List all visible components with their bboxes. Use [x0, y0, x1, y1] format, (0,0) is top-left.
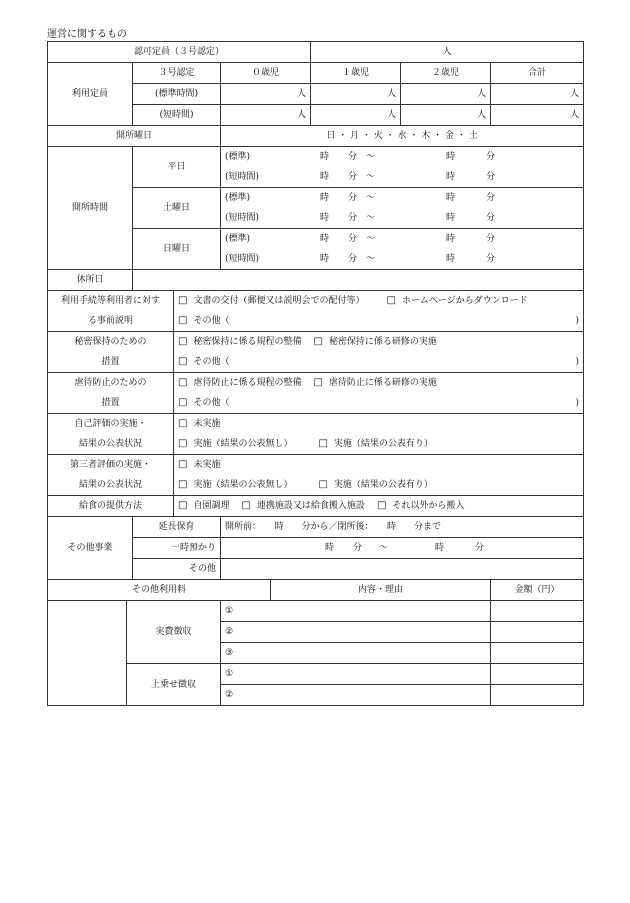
saturday-label: 土曜日 — [133, 188, 221, 229]
checkbox-icon[interactable]: □ — [376, 500, 387, 511]
other-service-input[interactable] — [221, 559, 584, 580]
third-eval-label-line1: 第三者評価の実施・ — [48, 455, 174, 476]
other-service-label: その他 — [133, 559, 221, 580]
checkbox-icon[interactable]: □ — [178, 295, 188, 306]
usage-short-total[interactable]: 人 — [491, 105, 584, 126]
self-eval-label-line2: 結果の公表状況 — [48, 434, 174, 455]
checkbox-icon[interactable]: □ — [178, 315, 188, 326]
checkbox-icon[interactable]: □ — [178, 377, 188, 388]
confidentiality-label-line2: 措置 — [48, 352, 174, 373]
extra-charge-label: 上乗せ徴収 — [127, 664, 221, 706]
capacity-unit: 人 — [442, 47, 452, 57]
self-eval-label-line1: 自己評価の実施・ — [48, 414, 174, 435]
explanation-label-line2: る事前説明 — [48, 311, 174, 332]
checkbox-icon[interactable]: □ — [178, 500, 188, 511]
age1-header: １歳児 — [311, 63, 401, 84]
age0-header: ０歳児 — [221, 63, 311, 84]
checkbox-icon[interactable]: □ — [178, 438, 188, 449]
open-hours-label: 開所時間 — [48, 147, 133, 270]
sunday-label: 日曜日 — [133, 229, 221, 270]
actual-amount-3[interactable] — [491, 643, 584, 664]
usage-short-age0[interactable]: 人 — [221, 105, 311, 126]
checkbox-icon[interactable]: □ — [178, 397, 188, 408]
actual-amount-1[interactable] — [491, 601, 584, 622]
confidentiality-other[interactable]: □ その他（ ) — [174, 352, 584, 373]
actual-cost-label: 実費徴収 — [127, 601, 221, 664]
open-days-label: 開所曜日 — [48, 126, 221, 147]
capacity-label: 認可定員（３号認定） — [48, 42, 311, 63]
extra-amount-2[interactable] — [491, 685, 584, 706]
abuse-other[interactable]: □ その他（ ) — [174, 393, 584, 414]
checkbox-icon[interactable]: □ — [313, 336, 323, 347]
fees-amount-header: 金額（円） — [491, 580, 584, 601]
checkbox-icon[interactable]: □ — [178, 356, 188, 367]
third-eval-done[interactable]: □ 実施（結果の公表無し） □ 実施（結果の公表有り） — [174, 475, 584, 496]
meals-label: 給食の提供方法 — [48, 496, 174, 517]
saturday-short-row[interactable]: (短時間) 時 分 ～ 時 分 — [221, 208, 584, 229]
age2-header: ２歳児 — [401, 63, 491, 84]
sunday-standard-row[interactable]: (標準) 時 分 ～ 時 分 — [221, 229, 584, 250]
usage-standard-age1[interactable]: 人 — [311, 84, 401, 105]
checkbox-icon[interactable]: □ — [313, 377, 323, 388]
actual-item-3[interactable]: ③ — [221, 643, 491, 664]
fees-indent — [48, 601, 127, 706]
third-eval-label-line2: 結果の公表状況 — [48, 475, 174, 496]
abuse-options[interactable]: □ 虐待防止に係る規程の整備 □ 虐待防止に係る研修の実施 — [174, 373, 584, 394]
temp-care-hours[interactable]: 時 分 ～ 時 分 — [221, 538, 584, 559]
operation-form — [47, 41, 584, 706]
extra-item-1[interactable]: ① — [221, 664, 491, 685]
temp-care-label: 一時預かり — [133, 538, 221, 559]
checkbox-icon[interactable]: □ — [318, 479, 328, 490]
checkbox-icon[interactable]: □ — [241, 500, 251, 511]
checkbox-icon[interactable]: □ — [178, 336, 188, 347]
abuse-label-line1: 虐待防止のための — [48, 373, 174, 394]
confidentiality-label-line1: 秘密保持のための — [48, 332, 174, 353]
usage-standard-total[interactable]: 人 — [491, 84, 584, 105]
checkbox-icon[interactable]: □ — [318, 438, 328, 449]
usage-short-age2[interactable]: 人 — [401, 105, 491, 126]
extended-care-hours[interactable]: 開所前： 時 分から／閉所後： 時 分まで — [221, 517, 584, 538]
checkbox-icon[interactable]: □ — [178, 479, 188, 490]
actual-amount-2[interactable] — [491, 622, 584, 643]
usage-short-age1[interactable]: 人 — [311, 105, 401, 126]
sunday-short-row[interactable]: (短時間) 時 分 ～ 時 分 — [221, 249, 584, 270]
page-title: 運営に関するもの — [47, 29, 127, 40]
weekday-standard-row[interactable]: (標準) 時 分 ～ 時 分 — [221, 147, 584, 168]
usage-short-label: (短時間) — [133, 105, 221, 126]
usage-label: 利用定員 — [48, 63, 133, 126]
saturday-standard-row[interactable]: (標準) 時 分 ～ 時 分 — [221, 188, 584, 209]
extended-care-label: 延長保育 — [133, 517, 221, 538]
capacity-value-cell[interactable] — [311, 42, 584, 63]
weekday-short-row[interactable]: (短時間) 時 分 ～ 時 分 — [221, 167, 584, 188]
meals-options[interactable]: □ 自園調理 □ 連携施設又は給食搬入施設 □ それ以外から搬入 — [174, 496, 584, 517]
checkbox-icon[interactable]: □ — [178, 418, 188, 429]
explanation-other[interactable]: □ その他（ ) — [174, 311, 584, 332]
abuse-label-line2: 措置 — [48, 393, 174, 414]
explanation-label-line1: 利用手続等利用者に対す — [48, 291, 174, 312]
usage-standard-age2[interactable]: 人 — [401, 84, 491, 105]
extra-amount-1[interactable] — [491, 664, 584, 685]
checkbox-icon[interactable]: □ — [178, 459, 188, 470]
explanation-options[interactable]: □ 文書の交付（郵便又は説明会での配付等） □ ホームページからダウンロード — [174, 291, 584, 312]
usage-cert-header: ３号認定 — [133, 63, 221, 84]
closed-days-input[interactable] — [133, 270, 584, 291]
self-eval-done[interactable]: □ 実施（結果の公表無し） □ 実施（結果の公表有り） — [174, 434, 584, 455]
other-services-label: その他事業 — [48, 517, 133, 580]
fees-content-header: 内容・理由 — [271, 580, 491, 601]
closed-days-label: 休所日 — [48, 270, 133, 291]
checkbox-icon[interactable]: □ — [386, 295, 396, 306]
fees-label: その他利用料 — [48, 580, 271, 601]
actual-item-1[interactable]: ① — [221, 601, 491, 622]
usage-standard-label: (標準時間) — [133, 84, 221, 105]
third-eval-none[interactable]: □ 未実施 — [174, 455, 584, 476]
confidentiality-options[interactable]: □ 秘密保持に係る規程の整備 □ 秘密保持に係る研修の実施 — [174, 332, 584, 353]
actual-item-2[interactable]: ② — [221, 622, 491, 643]
extra-item-2[interactable]: ② — [221, 685, 491, 706]
open-days-values[interactable]: 日 ・ 月 ・ 火 ・ 水 ・ 木 ・ 金 ・ 土 — [221, 126, 584, 147]
usage-standard-age0[interactable]: 人 — [221, 84, 311, 105]
self-eval-none[interactable]: □ 未実施 — [174, 414, 584, 435]
total-header: 合計 — [491, 63, 584, 84]
weekday-label: 平日 — [133, 147, 221, 188]
